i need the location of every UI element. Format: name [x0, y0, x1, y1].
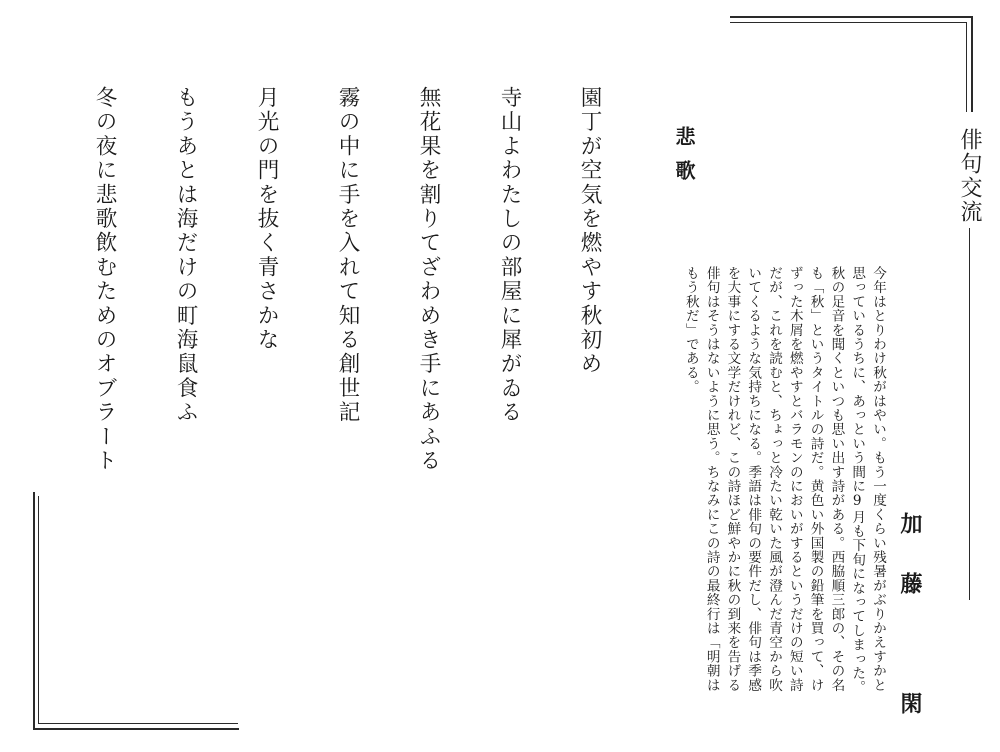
author-name: 加藤 閑 — [897, 512, 923, 752]
top-frame-rule-outer — [730, 16, 973, 18]
haiku-line: 霧の中に手を入れて知る創世記 — [335, 86, 360, 425]
series-label: 俳句交流 — [957, 128, 982, 224]
haiku-line: 月光の門を抜く青さかな — [254, 86, 279, 353]
top-frame-rule-inner — [730, 22, 967, 23]
right-lower-rule — [969, 228, 970, 600]
essay-body — [682, 266, 888, 706]
bottom-frame-rule-outer — [33, 728, 239, 730]
essay-text: 今年はとりわけ秋がはやい。もう一度くらい残暑がぶりかえすかと思っているうちに、あっという間に9月も下旬になってしまった。秋の足音を聞くといつも思い出す詩がある。西脇順三郎の、その名も「秋」というタイトルの詩だ。黄色い外国製の鉛筆を買って、けずった木屑を燃やすとバラモンのにおいがするというだけの短い詩だが、これを読むと、ちょっと冷たい乾いた風が澄んだ青空から吹いてくるような気持ちになる。季語は俳句の要件だし、俳句は季感を大事にする文学だけれど、この詩ほど鮮やかに秋の到来を告げる俳句はそうはないように思う。ちなみにこの詩の最終行は「明朝はもう秋だ」である。 — [682, 266, 886, 695]
haiku-line: もうあとは海だけの町海鼠食ふ — [173, 86, 198, 425]
right-frame-rule-inner — [966, 22, 967, 112]
poem-title: 悲歌 — [672, 126, 696, 194]
haiku-line: 冬の夜に悲歌飲むためのオブラート — [92, 86, 117, 474]
haiku-line: 無花果を割りてざわめき手にあふる — [416, 86, 441, 474]
right-frame-rule-outer — [971, 16, 973, 112]
left-frame-rule-inner — [38, 496, 39, 724]
haiku-line: 寺山よわたしの部屋に犀がゐる — [497, 86, 522, 425]
bottom-frame-rule-inner — [38, 723, 238, 724]
left-frame-rule-outer — [33, 492, 35, 728]
haiku-line: 園丁が空気を燃やす秋初め — [577, 86, 602, 377]
